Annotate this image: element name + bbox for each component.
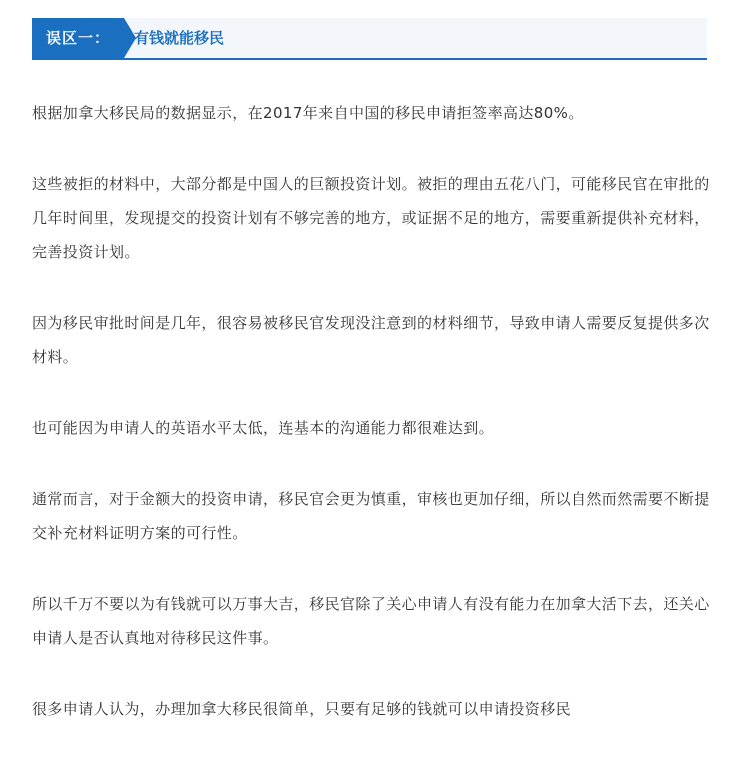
section-tag: 误区一：	[32, 18, 124, 58]
paragraph-4: 也可能因为申请人的英语水平太低，连基本的沟通能力都很难达到。	[32, 419, 495, 437]
paragraph-7: 很多申请人认为，办理加拿大移民很简单，只要有足够的钱就可以申请投资移民	[32, 700, 572, 718]
article-body	[32, 96, 712, 763]
section-header	[32, 18, 707, 60]
paragraph-6: 所以千万不要以为有钱就可以万事大吉，移民官除了关心申请人有没有能力在加拿大活下去，还关心申请人是否认真地对待移民这件事。	[32, 595, 710, 647]
paragraph-2: 这些被拒的材料中，大部分都是中国人的巨额投资计划。被拒的理由五花八门，可能移民官在审批的几年时间里，发现提交的投资计划有不够完善的地方，或证据不足的地方，需要重新提供补充材料，完善投资计划。	[32, 175, 710, 261]
paragraph-3: 因为移民审批时间是几年，很容易被移民官发现没注意到的材料细节，导致申请人需要反复提供多次材料。	[32, 314, 710, 366]
paragraph-5: 通常而言，对于金额大的投资申请，移民官会更为慎重，审核也更加仔细，所以自然而然需要不断提交补充材料证明方案的可行性。	[32, 490, 710, 542]
section-title: 有钱就能移民	[134, 29, 225, 47]
paragraph-1: 根据加拿大移民局的数据显示，在2017年来自中国的移民申请拒签率高达80%。	[32, 104, 584, 122]
